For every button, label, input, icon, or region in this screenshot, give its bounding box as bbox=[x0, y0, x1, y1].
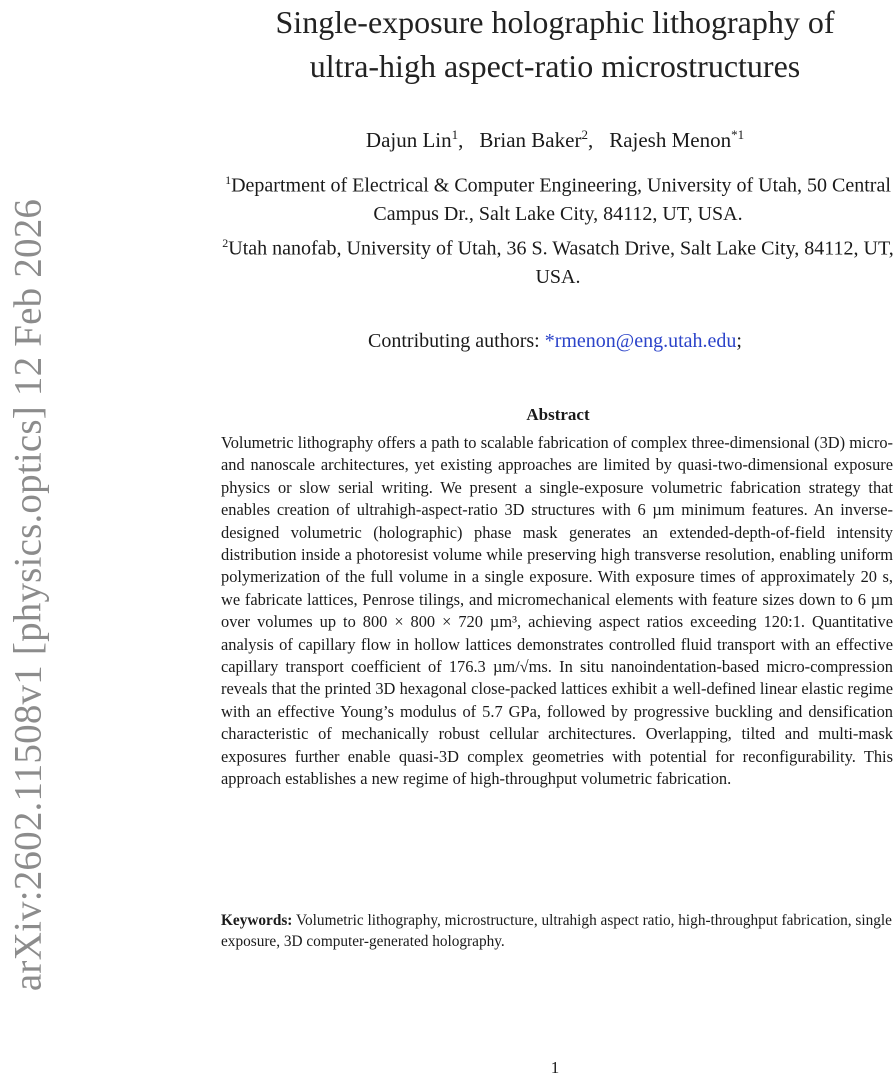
affiliation-text: Utah nanofab, University of Utah, 36 S. Wasatch Drive, Salt Lake City, 84112, UT, USA. bbox=[228, 237, 894, 288]
arxiv-sidebar-stamp bbox=[2, 160, 54, 1030]
page-number: 1 bbox=[550, 1058, 560, 1077]
affiliation-mark: 2 bbox=[222, 235, 229, 250]
author-affiliation-mark: 2 bbox=[581, 127, 588, 142]
author-name: Rajesh Menon bbox=[609, 128, 732, 152]
author-name: Dajun Lin bbox=[365, 128, 452, 152]
affiliation-1 bbox=[222, 166, 894, 229]
keywords-label: Keywords: bbox=[221, 912, 293, 929]
abstract-text: Volumetric lithography offers a path to scalable fabrication of complex three-dimensional (3D) micro- and nanoscale architectures, yet existing approaches are limited by quasi-two-dimensional exposure physics or slow serial writing. We present a single-exposure volumetric fabrication strategy that enables creation of ultrahigh-aspect-ratio 3D structures with 6 µm minimum features. An inverse-designed volumetric (holographic) phase mask generates an extended-depth-of-field intensity distribution inside a photoresist volume while preserving high transverse resolution, enabling uniform polymerization of the full volume in a single exposure. With exposure times of approximately 20 s, we fabricate lattices, Penrose tilings, and micromechanical elements with feature sizes down to 6 µm over volumes up to 800 × 800 × 720 µm³, achieving aspect ratios exceeding 120:1. Quantitative analysis of capillary flow in hollow lattices demonstrates controlled fluid transport with an effective capillary transport coefficient of 176.3 µm/√ms. In situ nanoindentation-based micro-compression reveals that the printed 3D hexagonal close-packed lattices exhibit a well-defined linear elastic regime with an effective Young’s modulus of 5.7 GPa, followed by progressive buckling and densification characteristic of mechanically robust cellular architectures. Overlapping, tilted and multi-mask exposures further enable quasi-3D complex geometries with potential for reconfigurability. This approach establishes a new regime of high-throughput volumetric fabrication. bbox=[221, 433, 893, 789]
title-line-2: ultra-high aspect-ratio microstructures bbox=[309, 48, 801, 84]
contributing-suffix: ; bbox=[736, 330, 742, 352]
affiliation-text: Department of Electrical & Computer Engineering, University of Utah, 50 Central Campus Dr., Salt Lake City, 84112, UT, USA. bbox=[231, 174, 891, 226]
title-line-1: Single-exposure holographic lithography of bbox=[275, 4, 835, 40]
affiliation-2 bbox=[222, 229, 894, 292]
contributing-authors bbox=[215, 326, 894, 356]
abstract-heading: Abstract bbox=[526, 405, 590, 424]
author-affiliation-mark: 1 bbox=[451, 127, 459, 142]
author-name: Brian Baker bbox=[479, 128, 582, 152]
contributing-label: Contributing authors: bbox=[368, 330, 540, 352]
paper-title bbox=[215, 0, 894, 88]
author-email-link[interactable]: *rmenon@eng.utah.edu bbox=[544, 330, 737, 352]
affiliations bbox=[222, 166, 894, 291]
author-affiliation-mark: *1 bbox=[731, 127, 745, 142]
affiliation-mark: 1 bbox=[225, 173, 232, 187]
keywords bbox=[221, 910, 893, 952]
arxiv-identifier: arXiv:2602.11508v1 [physics.optics] 12 Feb 2026 bbox=[6, 198, 50, 992]
author-list: Dajun Lin$^1$, Brian Baker$^2$, Rajesh Menon$^{*1}$ bbox=[365, 127, 745, 152]
keywords-text: Volumetric lithography, microstructure, ultrahigh aspect ratio, high-throughput fabrication, single exposure, 3D computer-generated holography. bbox=[221, 912, 892, 950]
